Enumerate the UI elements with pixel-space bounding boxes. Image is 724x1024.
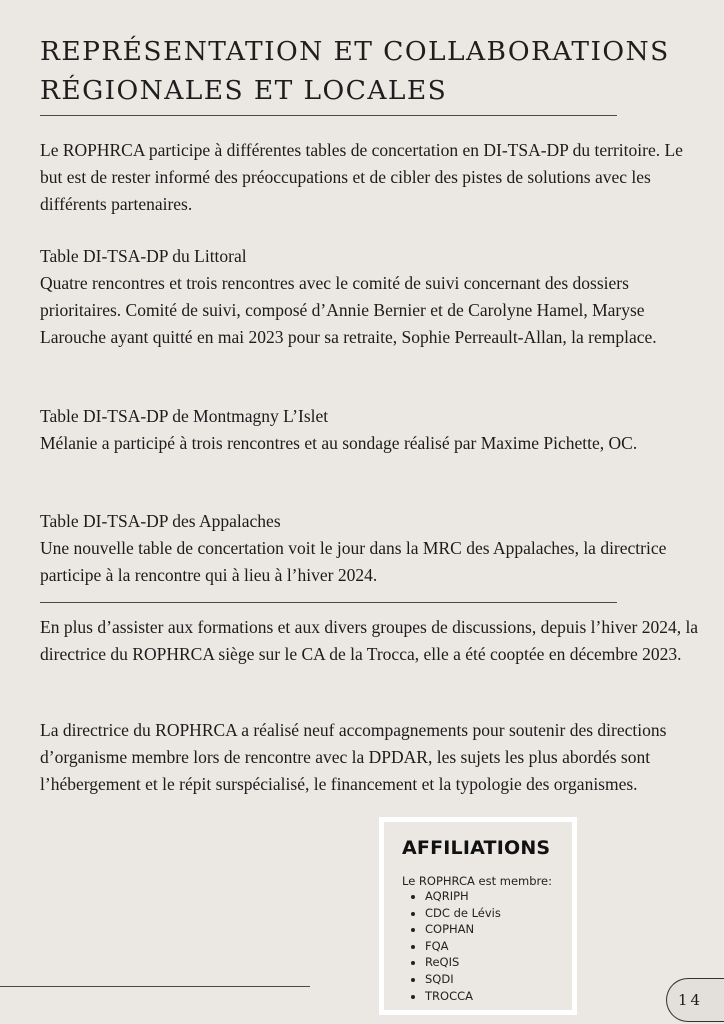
table-littoral-body: Quatre rencontres et trois rencontres avec le comité de suivi concernant des dossiers prioritaires. Comité de suivi, composé d’Annie Bernier et de Carolyne Hamel, Maryse Larouche ayant quitté en mai 2023 pour sa retraite, Sophie Perreault-Allan, la remplace. [40,273,657,347]
intro-paragraph: Le ROPHRCA participe à différentes tables de concertation en DI-TSA-DP du territoire. Le but est de rester informé des préoccupations et de cibler des pistes de solutions avec les différents partenaires. [40,140,683,214]
table-appalaches-heading: Table DI-TSA-DP des Appalaches [40,511,281,531]
table-appalaches-section [40,508,700,589]
affiliations-box [379,817,577,1015]
table-appalaches-body: Une nouvelle table de concertation voit le jour dans la MRC des Appalaches, la directrice participe à la rencontre qui à lieu à l’hiver 2024. [40,538,667,585]
affiliations-title: AFFILIATIONS [402,837,551,859]
footer-divider [0,986,310,987]
affiliations-list [402,888,501,1004]
table-montmagny-heading: Table DI-TSA-DP de Montmagny L’Islet [40,406,329,426]
affiliation-item: • TROCCA [425,988,501,1005]
affiliation-item: • CDC de Lévis [425,905,501,922]
trocca-paragraph: En plus d’assister aux formations et aux divers groupes de discussions, depuis l’hiver 2024, la directrice du ROPHRCA siège sur le CA de la Trocca, elle a été cooptée en décembre 2023. [40,617,699,664]
page-number: 14 [666,978,724,1022]
affiliation-item: • ReQIS [425,954,501,971]
affiliation-item: • COPHAN [425,921,501,938]
page-title-line-2: RÉGIONALES ET LOCALES [40,75,448,106]
page-title [40,32,700,110]
page-title-line-1: REPRÉSENTATION ET COLLABORATIONS [40,36,670,67]
dpdar-section [40,717,700,798]
affiliations-intro: Le ROPHRCA est membre: [402,874,552,888]
table-montmagny-body: Mélanie a participé à trois rencontres et au sondage réalisé par Maxime Pichette, OC. [40,433,638,453]
section-divider [40,602,617,603]
table-littoral-section [40,243,700,351]
trocca-section [40,614,700,668]
affiliation-item: • FQA [425,938,501,955]
intro-section [40,137,700,218]
dpdar-paragraph: La directrice du ROPHRCA a réalisé neuf accompagnements pour soutenir des directions d’organisme membre lors de rencontre avec la DPDAR, les sujets les plus abordés sont l’hébergement et le répit surspécialisé, le financement et la typologie des organismes. [40,720,667,794]
table-littoral-heading: Table DI-TSA-DP du Littoral [40,246,247,266]
affiliation-item: • AQRIPH [425,888,501,905]
title-divider [40,115,617,116]
table-montmagny-section [40,403,700,457]
affiliation-item: • SQDI [425,971,501,988]
